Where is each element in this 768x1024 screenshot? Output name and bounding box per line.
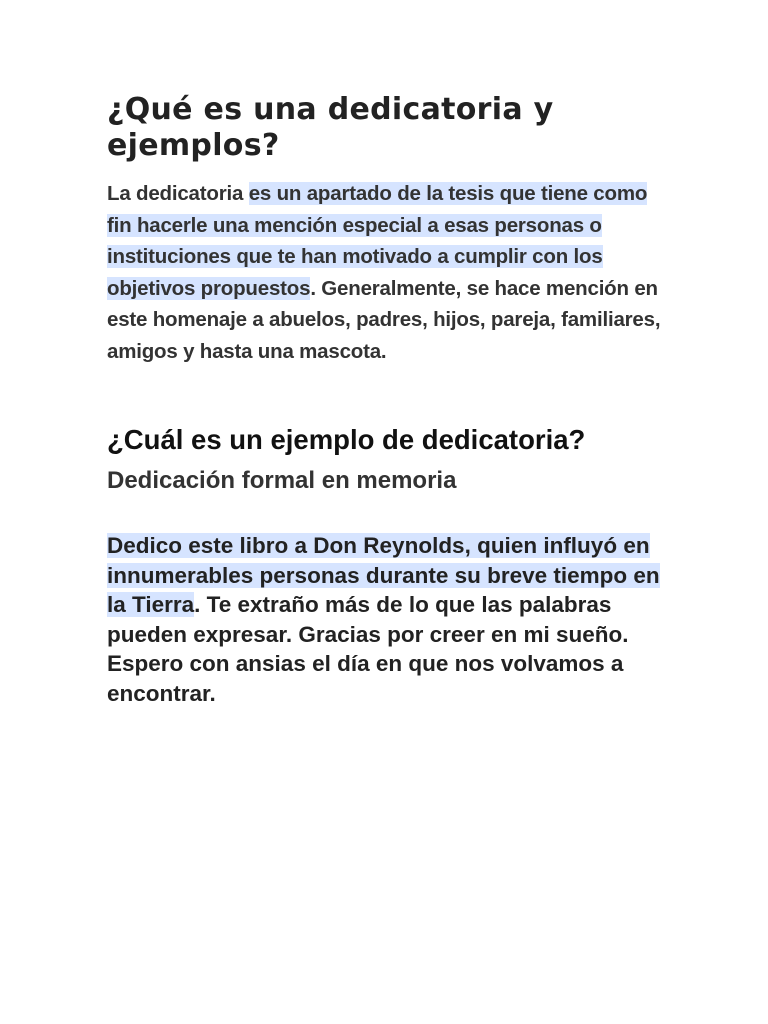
definition-highlight: es un apartado de la tesis que tiene como fin hacerle una mención especial a esas personas o instituciones que te han motivado a cumplir con los objetivos propuestos xyxy=(107,182,648,300)
question-heading-2: ¿Cuál es un ejemplo de dedicatoria? xyxy=(107,424,586,455)
definition-paragraph xyxy=(107,178,668,367)
definition-rest: . Generalmente, se hace mención en este homenaje a abuelos, padres, hijos, pareja, familiares, amigos y hasta una mascota. xyxy=(107,276,661,363)
question-heading-1: ¿Qué es una dedicatoria y ejemplos? xyxy=(107,92,554,163)
example-paragraph xyxy=(107,531,668,709)
definition-lead: La dedicatoria xyxy=(107,182,249,205)
example-rest: . Te extraño más de lo que las palabras pueden expresar. Gracias por creer en mi sueño. Espero con ansias el día en que nos volvamos a encontrar. xyxy=(107,592,629,706)
example-highlight: Dedico este libro a Don Reynolds, quien influyó en innumerables personas durante su breve tiempo en la Tierra xyxy=(107,533,660,618)
example-subheading: Dedicación formal en memoria xyxy=(107,467,457,494)
